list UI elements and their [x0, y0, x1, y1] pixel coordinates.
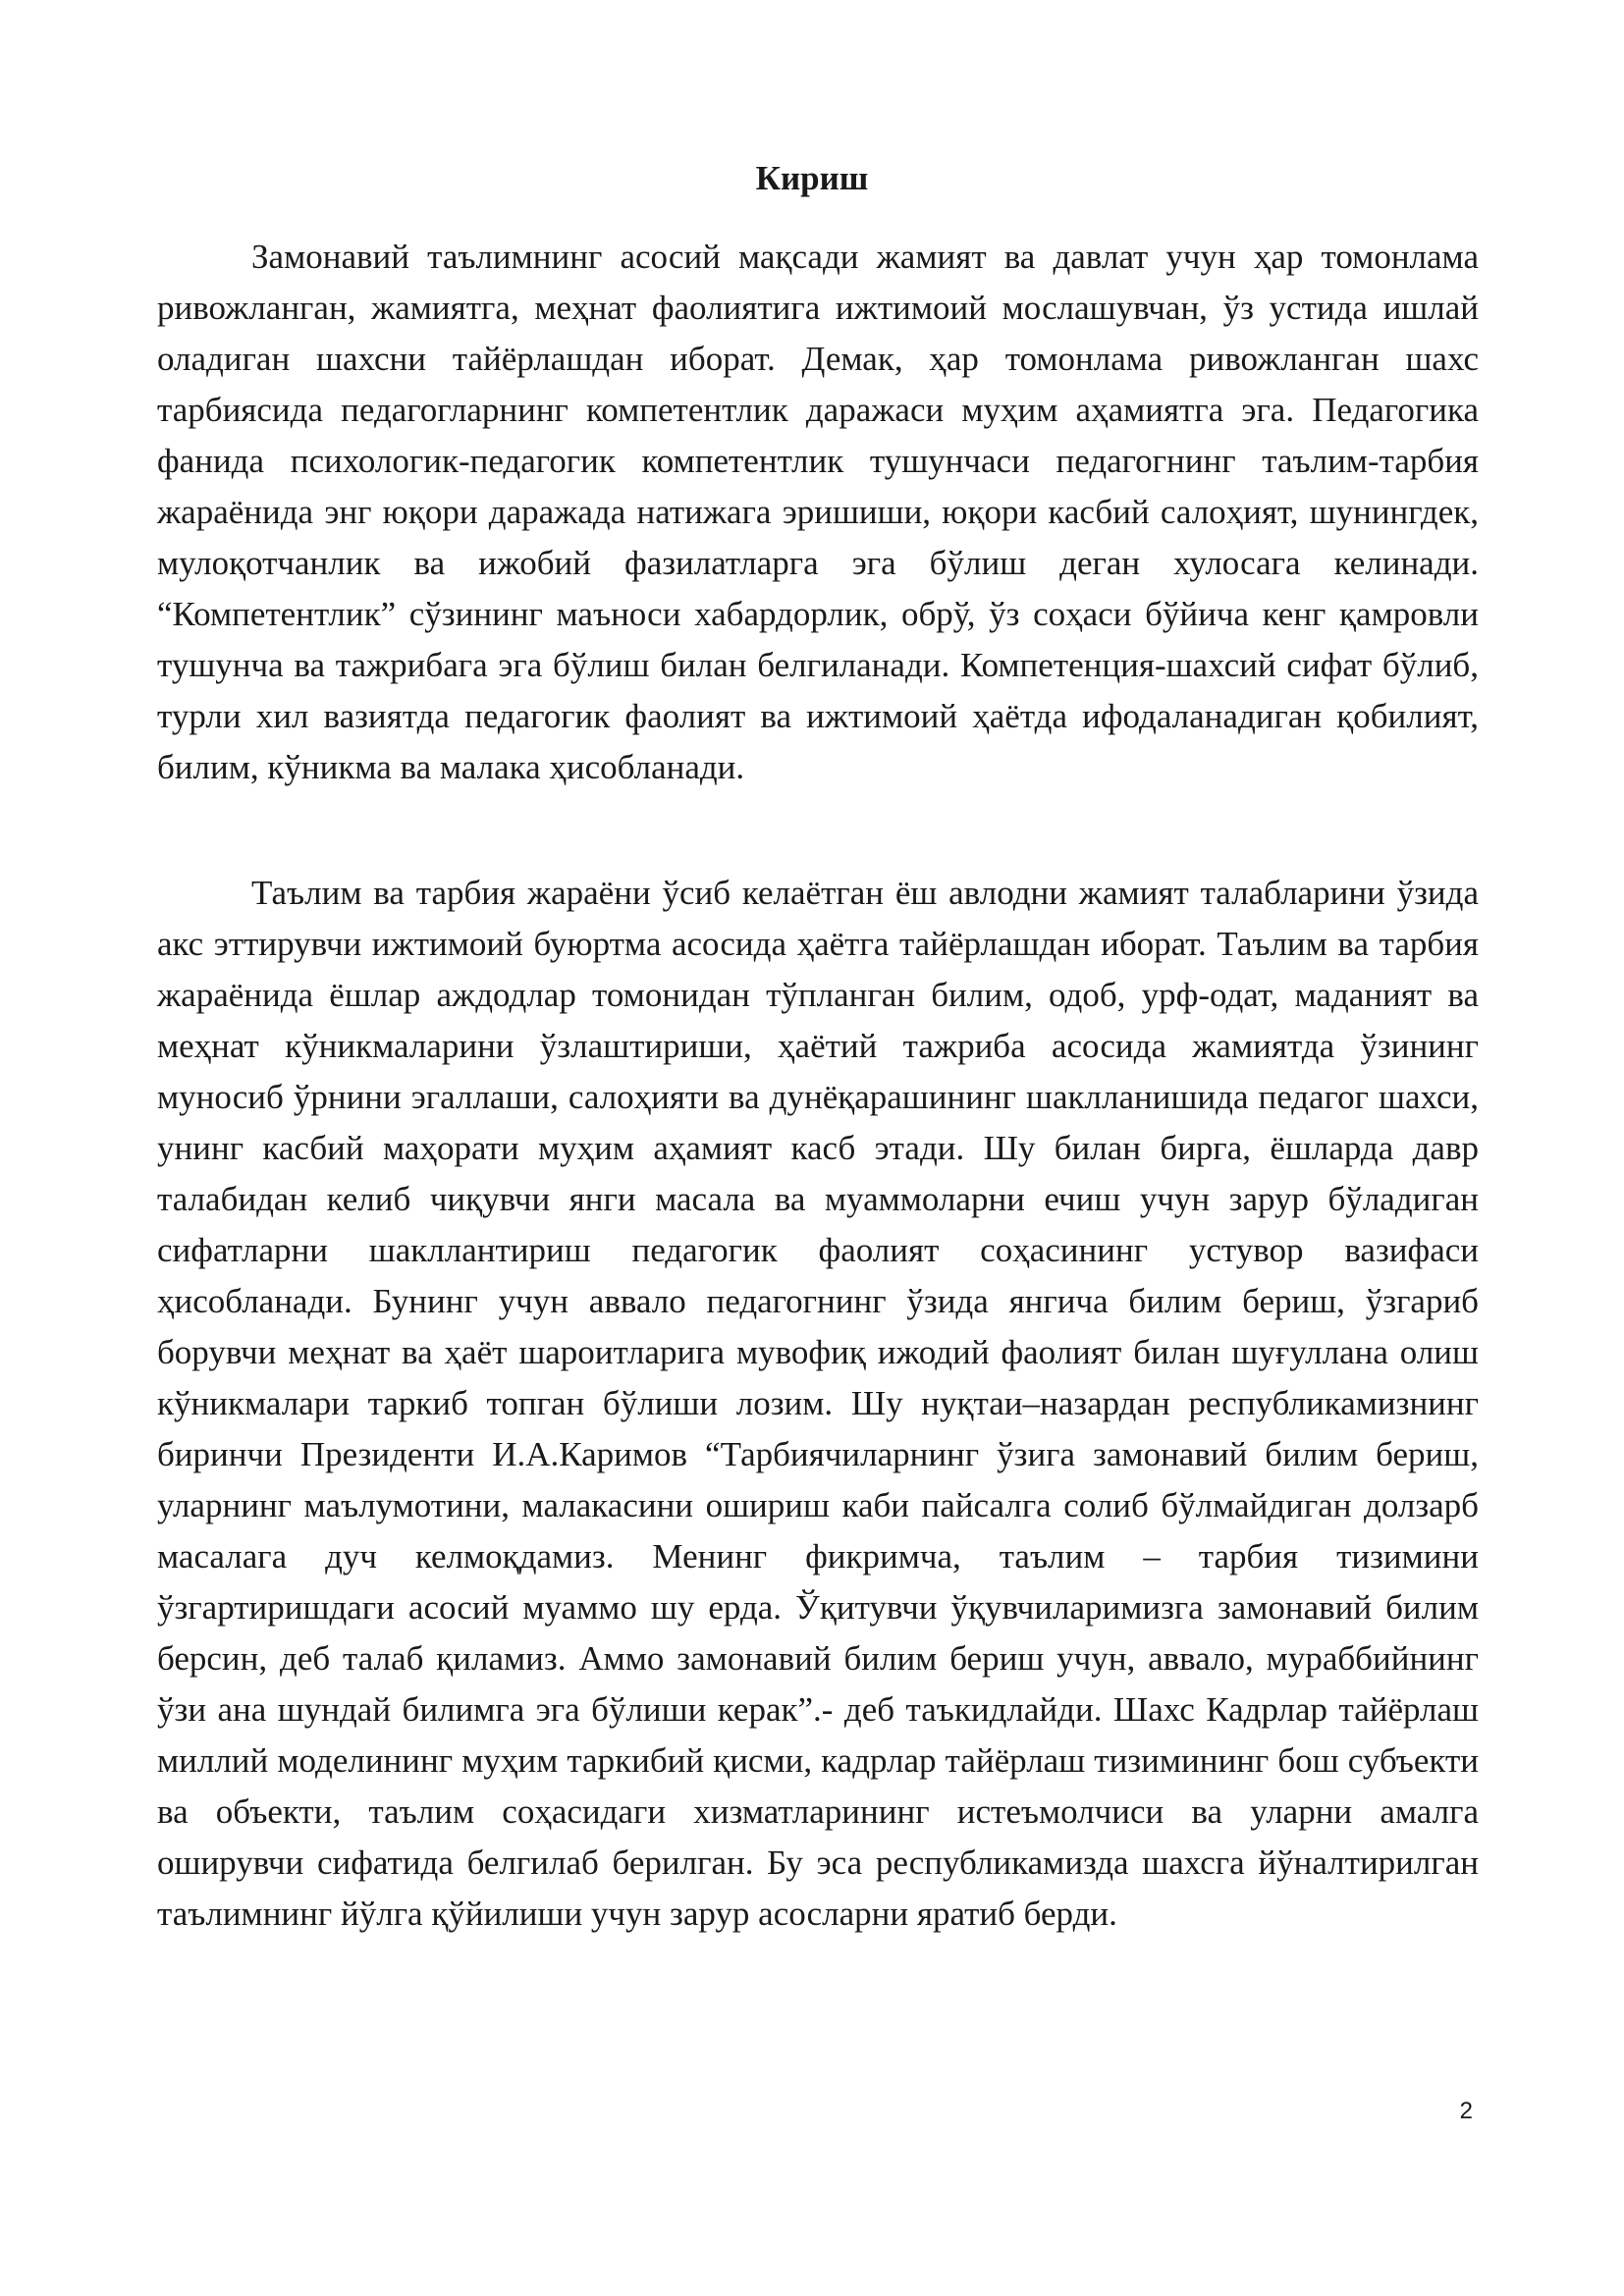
section-heading: Кириш: [755, 159, 869, 197]
body-paragraph-2: Таълим ва тарбия жараёни ўсиб келаётган ёш авлодни жамият талабларини ўзида акс эттирувчи ижтимоий буюртма асосида ҳаётга тайёрлашдан иборат. Таълим ва тарбия жараёнида ёшлар аждодлар томонидан тўпланган билим, одоб, урф-одат, маданият ва меҳнат кўникмаларини ўзлаштириши, ҳаётий тажриба асосида жамиятда ўзининг муносиб ўрнини эгаллаши, салоҳияти ва дунёқарашининг шаклланишида педагог шахси, унинг касбий маҳорати муҳим аҳамият касб этади. Шу билан бирга, ёшларда давр талабидан келиб чиқувчи янги масала ва муаммоларни ечиш учун зарур бўладиган сифатларни шакллантириш педагогик фаолият соҳасининг устувор вазифаси ҳисобланади. Бунинг учун аввало педагогнинг ўзида янгича билим бериш, ўзгариб борувчи меҳнат ва ҳаёт шароитларига мувофиқ ижодий фаолият билан шуғуллана олиш кўникмалари таркиб топган бўлиши лозим. Шу нуқтаи–назардан республикамизнинг биринчи Президенти И.А.Каримов “Тарбиячиларнинг ўзига замонавий билим бериш, уларнинг маълумотини, малакасини ошириш каби пайсалга солиб бўлмайдиган долзарб масалага дуч келмоқдамиз. Менинг фикримча, таълим – тарбия тизимини ўзгартиришдаги асосий муаммо шу ерда. Ўқитувчи ўқувчиларимизга замонавий билим берсин, деб талаб қиламиз. Аммо замонавий билим бериш учун, аввало, мураббийнинг ўзи ана шундай билимга эга бўлиши керак”.- деб таъкидлайди. Шахс Кадрлар тайёрлаш миллий моделининг муҳим таркибий қисми, кадрлар тайёрлаш тизимининг бош субъекти ва объекти, таълим соҳасидаги хизматларининг истеъмолчиси ва уларни амалга оширувчи сифатида белгилаб берилган. Бу эса республикамизда шахсга йўналтирилган таълимнинг йўлга қўйилиши учун зарур асосларни яратиб берди.: [157, 874, 1479, 1933]
page-number: 2: [1459, 2098, 1473, 2124]
body-paragraph-1: Замонавий таълимнинг асосий мақсади жамият ва давлат учун ҳар томонлама ривожланган, жамиятга, меҳнат фаолиятига ижтимоий мослашувчан, ўз устида ишлай оладиган шахсни тайёрлашдан иборат. Демак, ҳар томонлама ривожланган шахс тарбиясида педагогларнинг компетентлик даражаси муҳим аҳамиятга эга. Педагогика фанида психологик-педагогик компетентлик тушунчаси педагогнинг таълим-тарбия жараёнида энг юқори даражада натижага эришиши, юқори касбий салоҳият, шунингдек, мулоқотчанлик ва ижобий фазилатларга эга бўлиш деган хулосага келинади. “Компетентлик” сўзининг маъноси хабардорлик, обрў, ўз соҳаси бўйича кенг қамровли тушунча ва тажрибага эга бўлиш билан белгиланади. Компетенция-шахсий сифат бўлиб, турли хил вазиятда педагогик фаолият ва ижтимоий ҳаётда ифодаланадиган қобилият, билим, кўникма ва малака ҳисобланади.: [157, 238, 1479, 786]
